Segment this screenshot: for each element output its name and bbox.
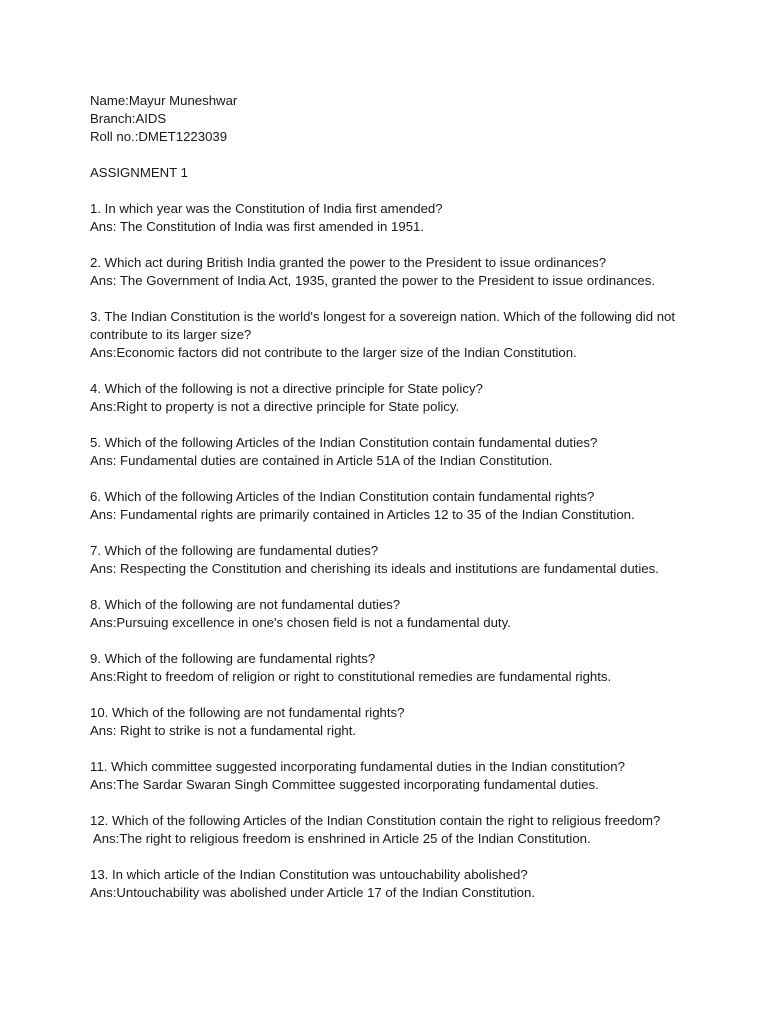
question-text: 13. In which article of the Indian Constitution was untouchability abolished? <box>90 867 528 882</box>
document-page <box>90 92 750 920</box>
question-text-continued: contribute to its larger size? <box>90 327 252 342</box>
answer-text: Ans: Fundamental duties are contained in Article 51A of the Indian Constitution. <box>90 453 553 468</box>
qa-item-7 <box>90 542 750 578</box>
student-info <box>90 92 750 146</box>
answer-text: Ans: The Government of India Act, 1935, granted the power to the President to issue ordinances. <box>90 273 655 288</box>
qa-item-12 <box>90 812 750 848</box>
question-text: 8. Which of the following are not fundamental duties? <box>90 597 401 612</box>
student-name: Name:Mayur Muneshwar <box>90 93 238 108</box>
question-text: 7. Which of the following are fundamental duties? <box>90 543 379 558</box>
student-roll-number: Roll no.:DMET1223039 <box>90 129 228 144</box>
qa-item-11 <box>90 758 750 794</box>
question-text: 3. The Indian Constitution is the world's longest for a sovereign nation. Which of the following did not <box>90 309 676 324</box>
qa-item-5 <box>90 434 750 470</box>
answer-text: Ans: Respecting the Constitution and cherishing its ideals and institutions are fundamental duties. <box>90 561 659 576</box>
question-text: 2. Which act during British India granted the power to the President to issue ordinances? <box>90 255 607 270</box>
qa-item-13 <box>90 866 750 902</box>
answer-text: Ans:The right to religious freedom is enshrined in Article 25 of the Indian Constitution. <box>90 831 591 846</box>
assignment-title: ASSIGNMENT 1 <box>90 165 188 180</box>
student-branch: Branch:AIDS <box>90 111 167 126</box>
qa-item-10 <box>90 704 750 740</box>
qa-item-4 <box>90 380 750 416</box>
qa-item-6 <box>90 488 750 524</box>
answer-text: Ans:The Sardar Swaran Singh Committee suggested incorporating fundamental duties. <box>90 777 599 792</box>
answer-text: Ans:Untouchability was abolished under Article 17 of the Indian Constitution. <box>90 885 535 900</box>
answer-text: Ans:Right to property is not a directive principle for State policy. <box>90 399 460 414</box>
answer-text: Ans:Economic factors did not contribute to the larger size of the Indian Constitution. <box>90 345 577 360</box>
question-text: 4. Which of the following is not a directive principle for State policy? <box>90 381 483 396</box>
answer-text: Ans:Right to freedom of religion or right to constitutional remedies are fundamental rights. <box>90 669 612 684</box>
question-text: 6. Which of the following Articles of the Indian Constitution contain fundamental rights? <box>90 489 595 504</box>
question-text: 1. In which year was the Constitution of India first amended? <box>90 201 443 216</box>
question-text: 10. Which of the following are not fundamental rights? <box>90 705 405 720</box>
qa-item-8 <box>90 596 750 632</box>
question-text: 11. Which committee suggested incorporating fundamental duties in the Indian constitution? <box>90 759 625 774</box>
answer-text: Ans: The Constitution of India was first amended in 1951. <box>90 219 425 234</box>
answer-text: Ans:Pursuing excellence in one's chosen field is not a fundamental duty. <box>90 615 511 630</box>
qa-item-3 <box>90 308 750 362</box>
answer-text: Ans: Fundamental rights are primarily contained in Articles 12 to 35 of the Indian Constitution. <box>90 507 635 522</box>
qa-item-1 <box>90 200 750 236</box>
question-text: 12. Which of the following Articles of the Indian Constitution contain the right to religious freedom? <box>90 813 661 828</box>
qa-item-2 <box>90 254 750 290</box>
qa-item-9 <box>90 650 750 686</box>
answer-text: Ans: Right to strike is not a fundamental right. <box>90 723 357 738</box>
question-text: 9. Which of the following are fundamental rights? <box>90 651 376 666</box>
question-text: 5. Which of the following Articles of the Indian Constitution contain fundamental duties? <box>90 435 598 450</box>
